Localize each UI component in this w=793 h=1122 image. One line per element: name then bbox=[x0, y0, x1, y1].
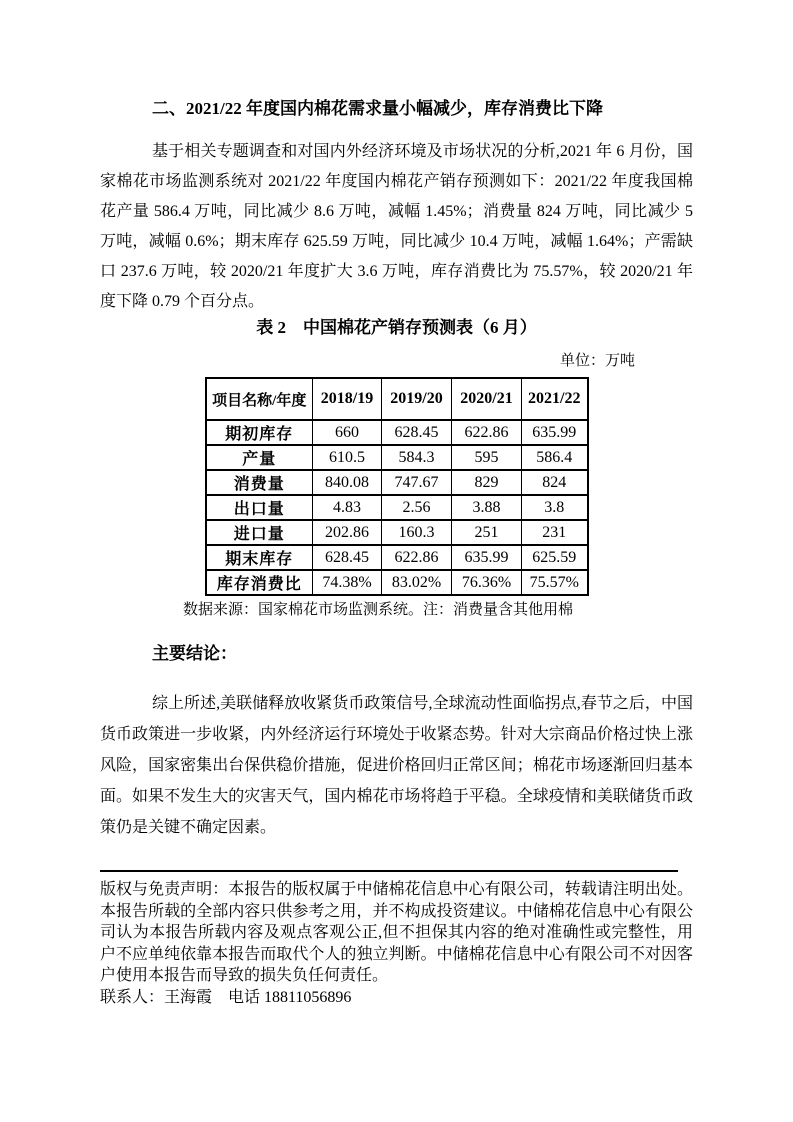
footer bbox=[100, 870, 693, 1008]
table-cell: 635.99 bbox=[452, 545, 522, 570]
table-cell: 628.45 bbox=[313, 545, 382, 570]
table-cell: 3.88 bbox=[452, 495, 522, 520]
table-cell: 2.56 bbox=[382, 495, 452, 520]
table-cell: 586.4 bbox=[522, 445, 588, 470]
contact-line: 联系人：王海霞 电话 18811056896 bbox=[100, 988, 352, 1006]
table-cell: 231 bbox=[522, 520, 588, 545]
table-cell: 622.86 bbox=[452, 420, 522, 445]
table-cell: 202.86 bbox=[313, 520, 382, 545]
table-cell: 595 bbox=[452, 445, 522, 470]
table-cell: 635.99 bbox=[522, 420, 588, 445]
row-label: 消费量 bbox=[206, 470, 313, 495]
table-row bbox=[206, 445, 588, 470]
table-row bbox=[206, 545, 588, 570]
table-cell: 824 bbox=[522, 470, 588, 495]
table-cell: 610.5 bbox=[313, 445, 382, 470]
table-cell: 75.57% bbox=[522, 570, 588, 595]
conclusion-paragraph: 综上所述,美联储释放收紧货币政策信号,全球流动性面临拐点,春节之后，中国货币政策进一步收紧，内外经济运行环境处于收紧态势。针对大宗商品价格过快上涨风险，国家密集出台保供稳价措施，促进价格回归正常区间；棉花市场逐渐回归基本面。如果不发生大的灾害天气，国内棉花市场将趋于平稳。全球疫情和美联储货币政策仍是关键不确定因素。 bbox=[100, 695, 693, 836]
table-cell: 584.3 bbox=[382, 445, 452, 470]
table-header-cell: 2020/21 bbox=[452, 378, 522, 420]
table-cell: 4.83 bbox=[313, 495, 382, 520]
table-row bbox=[206, 495, 588, 520]
table-cell: 840.08 bbox=[313, 470, 382, 495]
table-cell: 160.3 bbox=[382, 520, 452, 545]
table-cell: 622.86 bbox=[382, 545, 452, 570]
table-cell: 660 bbox=[313, 420, 382, 445]
table-row bbox=[206, 420, 588, 445]
table-cell: 3.8 bbox=[522, 495, 588, 520]
table-header-cell: 项目名称/年度 bbox=[206, 378, 313, 420]
table-cell: 76.36% bbox=[452, 570, 522, 595]
table-header-row bbox=[206, 378, 588, 420]
footer-divider bbox=[100, 870, 678, 872]
table-cell: 747.67 bbox=[382, 470, 452, 495]
table-cell: 83.02% bbox=[382, 570, 452, 595]
table-cell: 628.45 bbox=[382, 420, 452, 445]
row-label: 期初库存 bbox=[206, 420, 313, 445]
table-source-note: 数据来源：国家棉花市场监测系统。注：消费量含其他用棉 bbox=[183, 602, 574, 618]
table-header-cell: 2021/22 bbox=[522, 378, 588, 420]
disclaimer-text: 版权与免责声明：本报告的版权属于中储棉花信息中心有限公司，转载请注明出处。本报告所载的全部内容只供参考之用，并不构成投资建议。中储棉花信息中心有限公司认为本报告所载内容及观点客观公正,但不担保其内容的绝对准确性或完整性，用户不应单纯依靠本报告而取代个人的独立判断。中储棉花信息中心有限公司不对因客户使用本报告而导致的损失负任何责任。 bbox=[100, 881, 693, 984]
row-label: 进口量 bbox=[206, 520, 313, 545]
conclusion-heading: 主要结论： bbox=[152, 644, 237, 663]
table-header-cell: 2019/20 bbox=[382, 378, 452, 420]
table-cell: 829 bbox=[452, 470, 522, 495]
table-header-cell: 2018/19 bbox=[313, 378, 382, 420]
row-label: 出口量 bbox=[206, 495, 313, 520]
table-title: 表 2 中国棉花产销存预测表（6 月） bbox=[256, 318, 537, 337]
table-row bbox=[206, 570, 588, 595]
intro-paragraph: 基于相关专题调查和对国内外经济环境及市场状况的分析,2021 年 6 月份，国家棉花市场监测系统对 2021/22 年度国内棉花产销存预测如下：2021/22 年度我国棉花产量 586.4 万吨，同比减少 8.6 万吨，减幅 1.45%；消费量 824 万吨，同比减少 5 万吨，减幅 0.6%；期末库存 625.59 万吨，同比减少 10.4 万吨，减幅 1.64%；产需缺口 237.6 万吨，较 2020/21 年度扩大 3.6 万吨，库存消费比为 75.57%，较 2020/21 年度下降 0.79 个百分点。 bbox=[100, 143, 693, 310]
section-heading: 二、2021/22 年度国内棉花需求量小幅减少，库存消费比下降 bbox=[152, 99, 603, 118]
forecast-table bbox=[205, 377, 589, 596]
row-label: 库存消费比 bbox=[206, 570, 313, 595]
table-unit-label: 单位：万吨 bbox=[559, 353, 635, 369]
table-cell: 74.38% bbox=[313, 570, 382, 595]
table-cell: 251 bbox=[452, 520, 522, 545]
row-label: 产量 bbox=[206, 445, 313, 470]
table-row bbox=[206, 470, 588, 495]
row-label: 期末库存 bbox=[206, 545, 313, 570]
table-row bbox=[206, 520, 588, 545]
table-cell: 625.59 bbox=[522, 545, 588, 570]
